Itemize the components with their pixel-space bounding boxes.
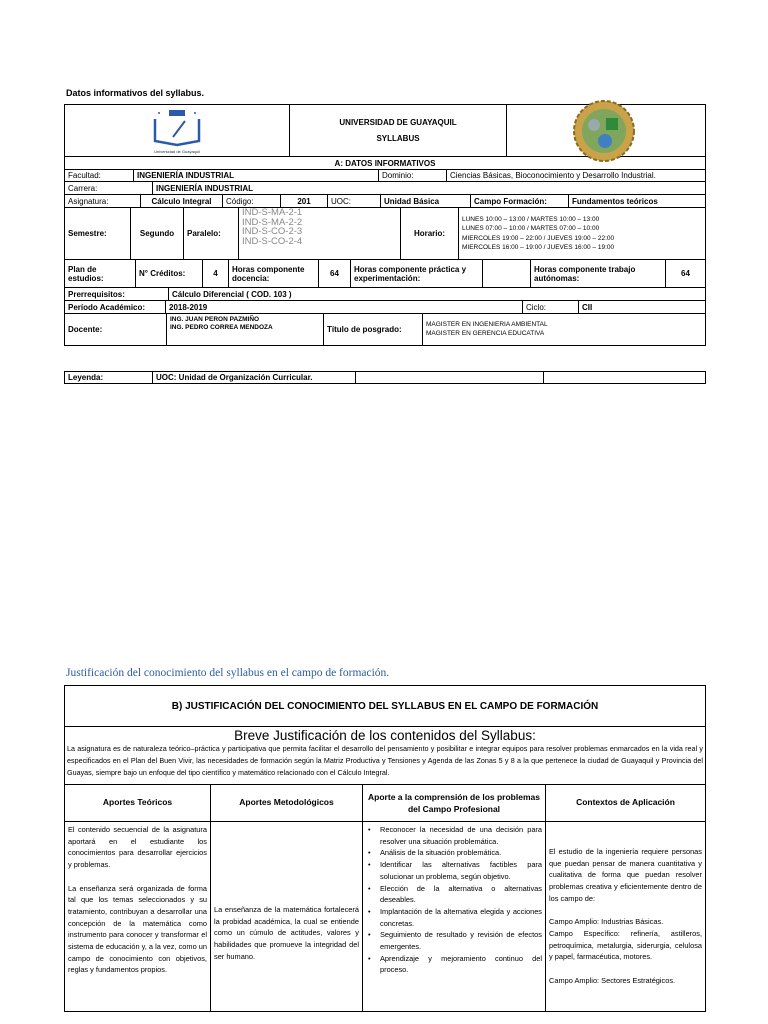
leyenda-value: UOC: Unidad de Organización Curricular. [153, 372, 356, 383]
asignatura-value: Cálculo Integral [141, 195, 223, 207]
docente-name: ING. JUAN PERON PAZMIÑO [170, 316, 260, 323]
autonomo-label: Horas componente trabajo autónomas: [531, 260, 666, 287]
asignatura-row [64, 195, 706, 208]
list-item: • Análisis de la situación problemática. [366, 847, 542, 859]
facultad-label: Facultad: [65, 170, 134, 181]
breve-cell [64, 726, 706, 785]
docente-row [64, 314, 706, 346]
paragraph: Campo Amplio: Sectores Estratégicos. [549, 975, 676, 985]
horario-list [459, 208, 705, 259]
aportes-teoricos [65, 822, 211, 1011]
titulo-label: Título de posgrado: [324, 314, 423, 345]
creditos-value: 4 [203, 260, 229, 287]
carrera-value: INGENIERÍA INDUSTRIAL [156, 183, 254, 193]
titulo-item: MAGISTER EN GERENCIA EDUCATIVA [426, 329, 545, 337]
leyenda-label: Leyenda: [65, 372, 153, 383]
plan-row [64, 260, 706, 288]
columns-body [64, 821, 706, 1012]
paralelo-item: IND-S-MA-2-1 [242, 208, 303, 218]
autonomo-value: 64 [681, 269, 690, 278]
practica-value [483, 260, 531, 287]
paralelo-item: IND-S-CO-2-4 [242, 235, 303, 247]
semestre-label: Semestre: [65, 208, 131, 259]
campo-label: Campo Formación: [471, 195, 569, 207]
university-logo [65, 105, 290, 156]
book-logo-icon [147, 107, 207, 149]
paragraph: La enseñanza de la matemática fortalecerá la probidad académica, la cual se entiende como un cúmulo de actitudes, valores y habilidades que promueve la integridad del ser humano. [214, 905, 359, 961]
breve-title: Breve Justificación de los contenidos del Syllabus: [234, 728, 536, 743]
paragraph: La enseñanza será organizada de forma tal que los temas seleccionados y su tratamiento, contribuyan a desarrollar una concepción de la matemática como instrumento para conocer y transformar el sistema de educación y, a la vez, como un campo de conocimiento con objetivos, reglas y fundamentos propios. [68, 883, 207, 975]
horario-item: LUNES 10:00 – 13:00 / MARTES 10:00 – 13:00 [462, 215, 600, 223]
section-title: Datos informativos del syllabus. [66, 88, 205, 98]
codigo-value: 201 [281, 195, 328, 207]
breve-text: La asignatura es de naturaleza teórico–práctica y participativa que permita facilitar el desarrollo del pensamiento y posibilitar e integrar equipos para resolver problemas enmarcados en la vida real y especificados en el Plan del Buen Vivir, las necesidades de formación según la Matriz Productiva y Tensiones y Agenda de las Zonas 5 y 8 a la que pertenece la ciudad de Guayaquil y Provincia del Guayas, siempre bajo un enfoque del tipo científico y matemático relacionado con el Cálculo Integral. [67, 744, 703, 777]
semestre-row [64, 208, 706, 260]
semestre-value: Segundo [131, 208, 184, 259]
docencia-label: Horas componente docencia: [229, 260, 319, 287]
title-cell [290, 105, 507, 156]
leyenda-row [64, 371, 706, 384]
creditos-label: N° Créditos: [136, 260, 203, 287]
section-a-title: A: DATOS INFORMATIVOS [334, 158, 436, 168]
practica-label: Horas componente práctica y experimentación: [351, 260, 483, 287]
periodo-value: 2018-2019 [166, 301, 523, 313]
prerrequisitos-label: Prerrequisitos: [65, 288, 169, 300]
contextos-aplicacion [546, 822, 705, 1011]
paragraph: El estudio de la ingeniería requiere personas que puedan pensar de manera cuantitativa y cualitativa de forma que puedan resolver problemas creativa y eficientemente dentro de los campo de: [549, 847, 702, 903]
list-item: • Identificar las alternativas factibles para solucionar un problema, según objetivo. [366, 859, 542, 882]
asignatura-label: Asignatura: [65, 195, 141, 207]
dominio-label: Dominio: [379, 170, 447, 181]
aportes-metodologicos [211, 822, 363, 1011]
titulo-list [423, 314, 705, 345]
list-item: • Aprendizaje y mejoramiento continuo del proceso. [366, 953, 542, 976]
prerrequisitos-value: Cálculo Diferencial ( COD. 103 ) [172, 289, 292, 299]
carrera-label: Carrera: [65, 182, 153, 194]
titulo-item: MAGISTER EN INGENIERIA AMBIENTAL [426, 321, 548, 329]
facultad-value: INGENIERÍA INDUSTRIAL [134, 170, 379, 181]
university-name: UNIVERSIDAD DE GUAYAQUIL [339, 117, 457, 127]
docencia-value: 64 [319, 260, 351, 287]
section-b-title: B) JUSTIFICACIÓN DEL CONOCIMIENTO DEL SYLLABUS EN EL CAMPO DE FORMACIÓN [64, 685, 706, 727]
paragraph: Campo Específico: refinería, astilleros, petroquímica, metalurgia, siderurgia, celulosa y papel, farmacéutica, motores. [549, 928, 702, 962]
campo-value: Fundamentos teóricos [572, 196, 658, 206]
faculty-seal-icon [572, 98, 636, 164]
paragraph: El contenido secuencial de la asignatura aportará en el estudiante los conocimientos para desarrollar ejercicios y problemas. [68, 825, 207, 870]
docente-name: ING. PEDRO CORREA MENDOZA [170, 324, 273, 332]
paralelo-item: IND-S-CO-2-3 [242, 226, 303, 237]
paralelo-list [239, 208, 401, 259]
column-header: Aportes Metodológicos [211, 785, 363, 821]
columns-header [64, 784, 706, 822]
paralelo-label: Paralelo: [184, 208, 239, 259]
section-a-row [64, 157, 706, 170]
doc-type: SYLLABUS [376, 133, 420, 143]
paralelo-item: IND-S-MA-2-2 [242, 216, 303, 228]
leyenda-empty [544, 372, 705, 383]
carrera-row [64, 182, 706, 195]
section2-title: Justificación del conocimiento del syllabus en el campo de formación. [66, 667, 390, 679]
plan-label: Plan de estudios: [65, 260, 136, 287]
logo-caption: Universidad de Guayaquil [154, 149, 200, 154]
uoc-label: UOC: [328, 195, 381, 207]
codigo-label: Código: [223, 195, 281, 207]
ciclo-label: Ciclo: [523, 301, 579, 313]
list-item: • Seguimiento de resultado y revisión de efectos emergentes. [366, 929, 542, 952]
uoc-value: Unidad Básica [381, 195, 471, 207]
horario-item: MIERCOLES 16:00 – 19:00 / JUEVES 16:00 – 19:00 [462, 243, 615, 251]
list-item: • Elección de la alternativa o alternativas deseables. [366, 883, 542, 906]
horario-item: MIERCOLES 19:00 – 22:00 / JUEVES 19:00 – 22:00 [462, 234, 615, 242]
list-item: • Implantación de la alternativa elegida y acciones concretas. [366, 906, 542, 929]
paragraph: Campo Amplio: Industrias Básicas. [549, 917, 664, 927]
prerrequisitos-row [64, 288, 706, 301]
column-header: Contextos de Aplicación [576, 797, 675, 808]
ciclo-value: CII [582, 302, 593, 312]
horario-item: LUNES 07:00 – 10:00 / MARTES 07:00 – 10:00 [462, 225, 600, 233]
horario-label: Horario: [401, 208, 459, 259]
column-header: Aportes Teóricos [65, 785, 211, 821]
docente-names [167, 314, 324, 345]
docente-label: Docente: [65, 314, 167, 345]
column-header: Aporte a la comprensión de los problemas del Campo Profesional [363, 785, 546, 821]
aportes-campo [363, 822, 546, 1011]
periodo-row [64, 301, 706, 314]
facultad-row [64, 170, 706, 182]
dominio-value: Ciencias Básicas, Bioconocimiento y Desarrollo Industrial. [450, 171, 656, 180]
periodo-label: Período Académico: [65, 301, 166, 313]
list-item: • Reconocer la necesidad de una decisión para resolver una situación problemática. [366, 824, 542, 847]
leyenda-empty [356, 372, 544, 383]
